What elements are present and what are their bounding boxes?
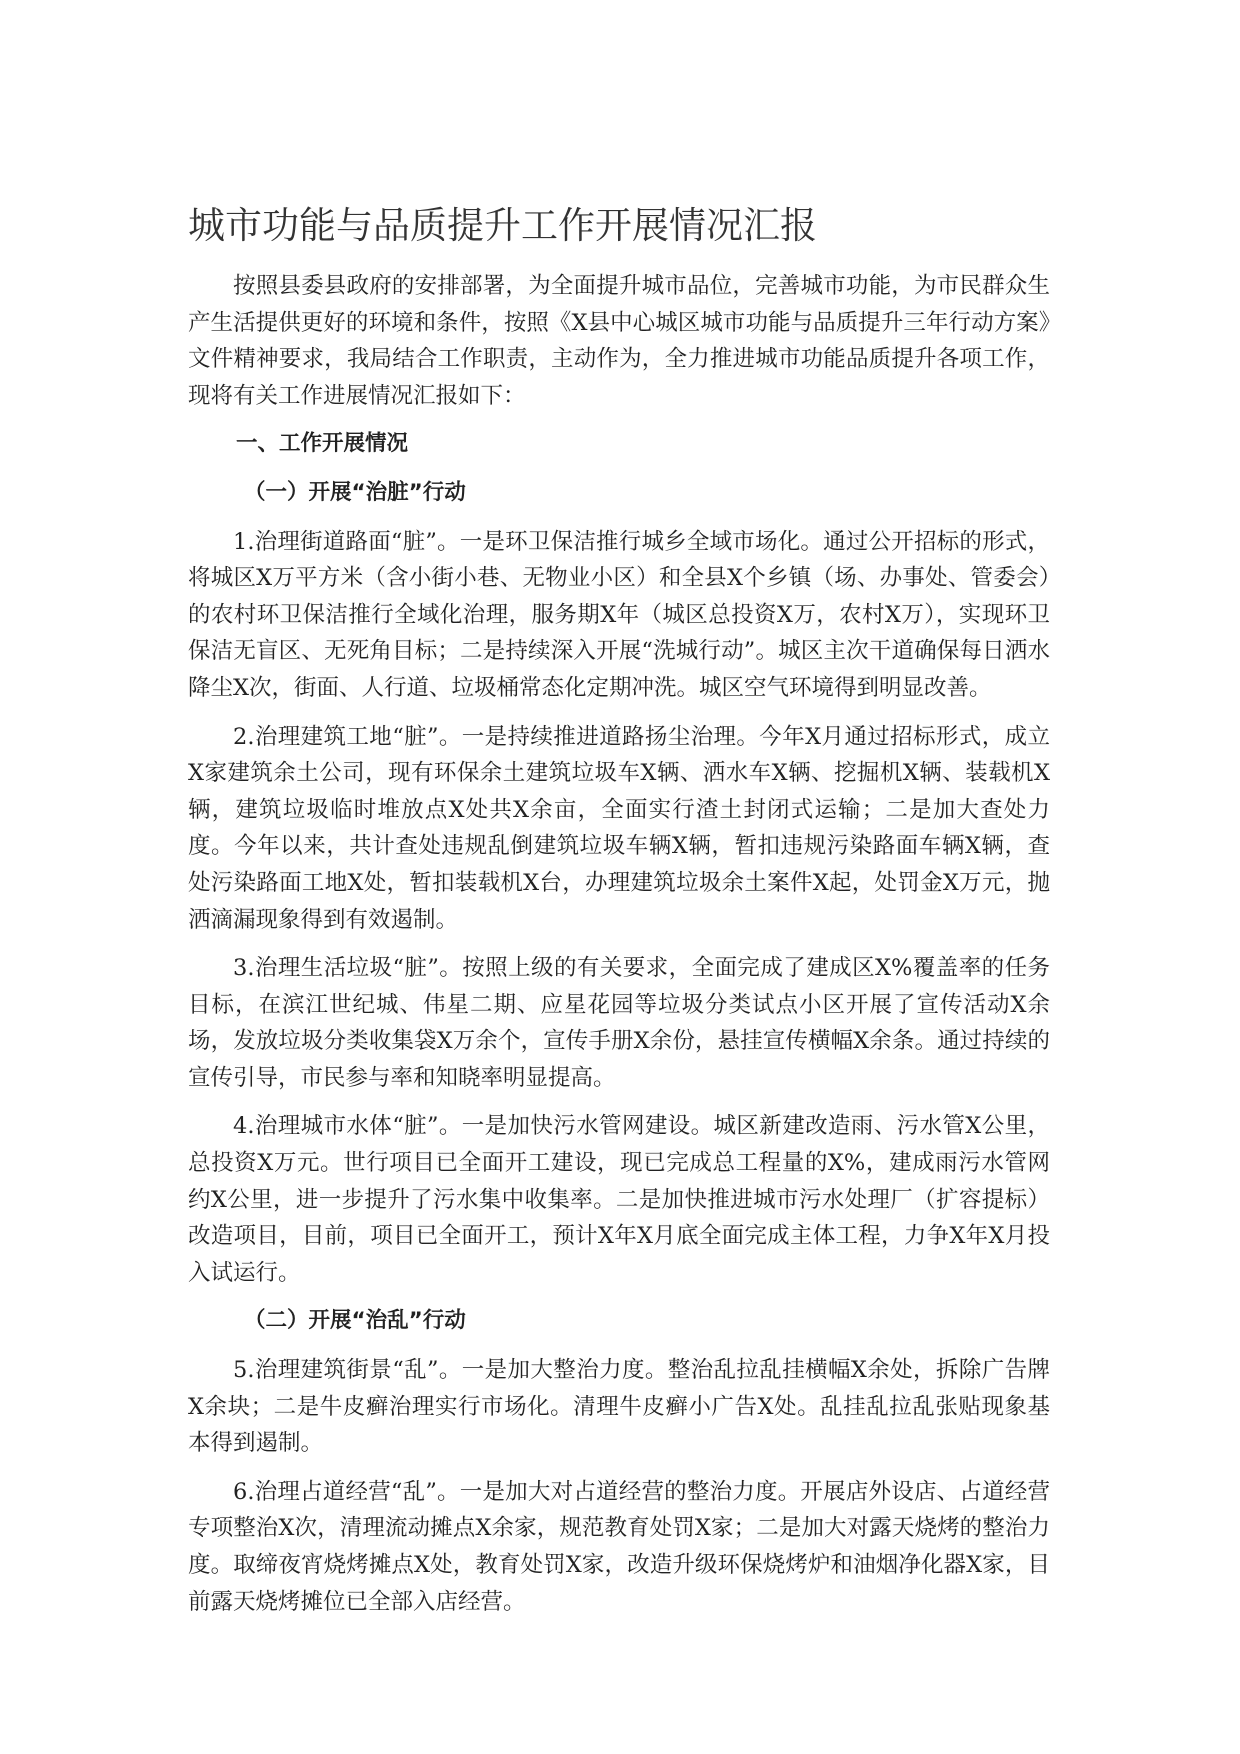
subsection-heading-zhizang: （一）开展“治脏”行动 bbox=[244, 479, 466, 505]
paragraph-item-1: 1.治理街道路面“脏”。一是环卫保洁推行城乡全域市场化。通过公开招标的形式，将城区X万平方米（含小街小巷、无物业小区）和全县X个乡镇（场、办事处、管委会）的农村环卫保洁推行全域化治理，服务期X年（城区总投资X万，农村X万），实现环卫保洁无盲区、无死角目标；二是持续深入开展“洗城行动”。城区主次干道确保每日洒水降尘X次，街面、人行道、垃圾桶常态化定期冲洗。城区空气环境得到明显改善。 bbox=[188, 528, 1050, 701]
paragraph-item-4: 4.治理城市水体“脏”。一是加快污水管网建设。城区新建改造雨、污水管X公里，总投资X万元。世行项目已全面开工建设，现已完成总工程量的X%，建成雨污水管网约X公里，进一步提升了污水集中收集率。二是加快推进城市污水处理厂（扩容提标）改造项目，目前，项目已全面开工，预计X年X月底全面完成主体工程，力争X年X月投入试运行。 bbox=[188, 1113, 1050, 1286]
paragraph-item-5: 5.治理建筑街景“乱”。一是加大整治力度。整治乱拉乱挂横幅X余处，拆除广告牌X余块；二是牛皮癣治理实行市场化。清理牛皮癣小广告X处。乱挂乱拉乱张贴现象基本得到遏制。 bbox=[188, 1357, 1050, 1457]
document-title: 城市功能与品质提升工作开展情况汇报 bbox=[188, 204, 817, 247]
subsection-heading-zhiluan: （二）开展“治乱”行动 bbox=[244, 1308, 466, 1334]
document-body bbox=[188, 268, 1050, 1632]
paragraph-item-2: 2.治理建筑工地“脏”。一是持续推进道路扬尘治理。今年X月通过招标形式，成立X家建筑余土公司，现有环保余土建筑垃圾车X辆、洒水车X辆、挖掘机X辆、装载机X辆，建筑垃圾临时堆放点X处共X余亩，全面实行渣土封闭式运输；二是加大查处力度。今年以来，共计查处违规乱倒建筑垃圾车辆X辆，暂扣违规污染路面车辆X辆，查处污染路面工地X处，暂扣装载机X台，办理建筑垃圾余土案件X起，处罚金X万元，抛洒滴漏现象得到有效遏制。 bbox=[188, 723, 1050, 933]
section-heading-work-progress: 一、工作开展情况 bbox=[236, 431, 409, 457]
paragraph-item-3: 3.治理生活垃圾“脏”。按照上级的有关要求，全面完成了建成区X%覆盖率的任务目标，在滨江世纪城、伟星二期、应星花园等垃圾分类试点小区开展了宣传活动X余场，发放垃圾分类收集袋X万余个，宣传手册X余份，悬挂宣传横幅X余条。通过持续的宣传引导，市民参与率和知晓率明显提高。 bbox=[188, 955, 1050, 1091]
intro-paragraph: 按照县委县政府的安排部署，为全面提升城市品位，完善城市功能，为市民群众生产生活提供更好的环境和条件，按照《X县中心城区城市功能与品质提升三年行动方案》文件精神要求，我局结合工作职责，主动作为，全力推进城市功能品质提升各项工作，现将有关工作进展情况汇报如下： bbox=[188, 273, 1050, 409]
paragraph-item-6: 6.治理占道经营“乱”。一是加大对占道经营的整治力度。开展店外设店、占道经营专项整治X次，清理流动摊点X余家，规范教育处罚X家；二是加大对露天烧烤的整治力度。取缔夜宵烧烤摊点X处，教育处罚X家，改造升级环保烧烤炉和油烟净化器X家，目前露天烧烤摊位已全部入店经营。 bbox=[188, 1478, 1050, 1615]
